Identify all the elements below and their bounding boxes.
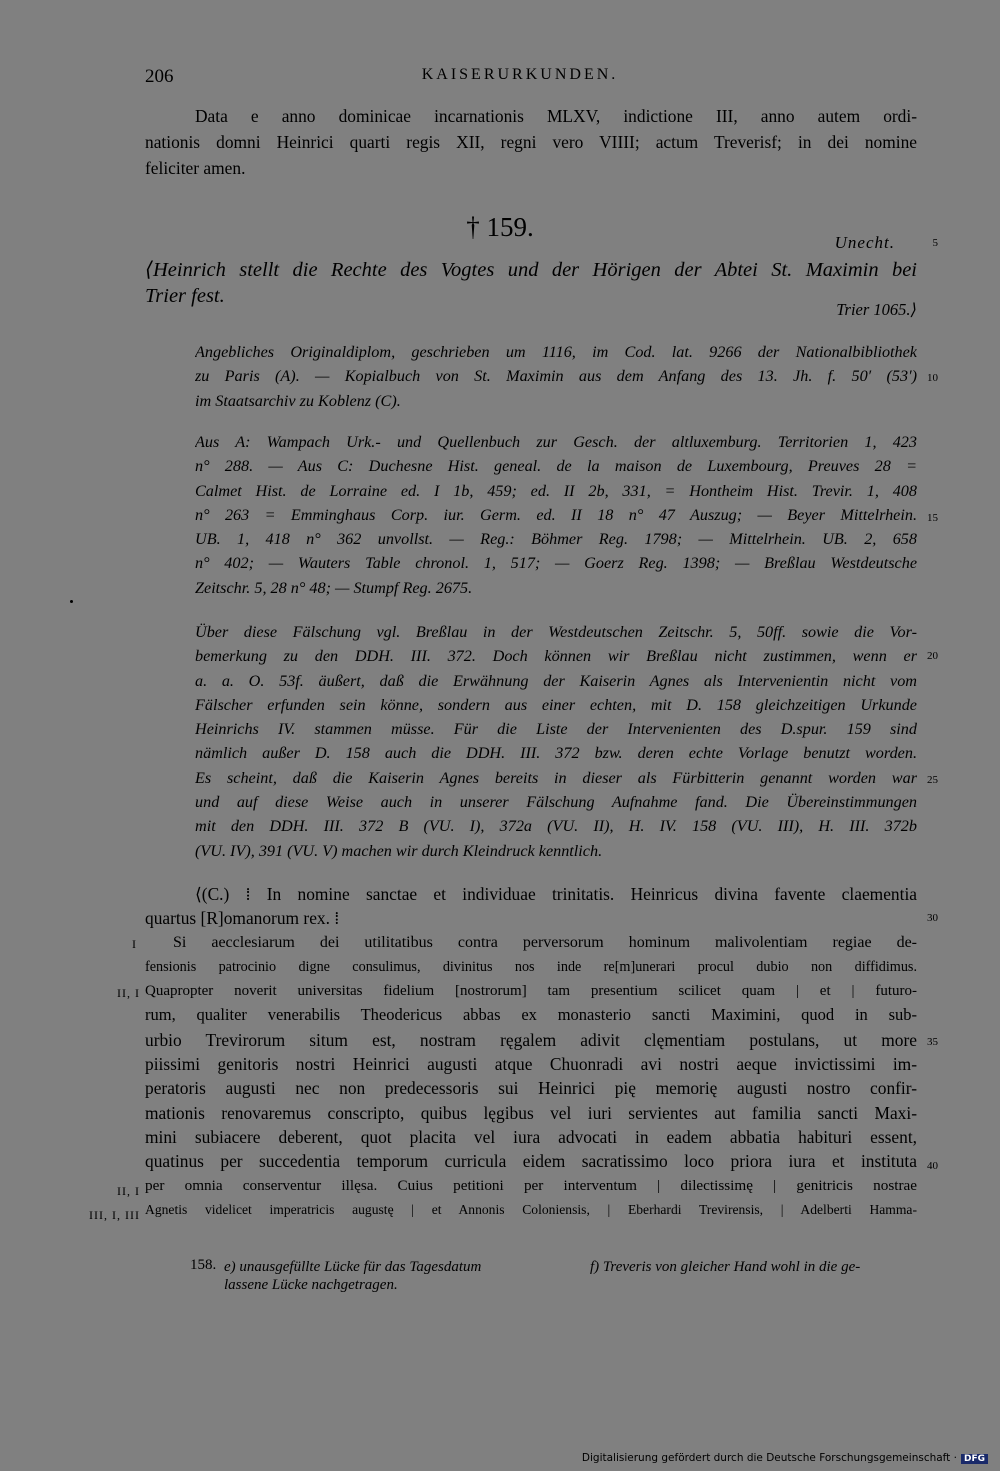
charter-line: mini subiacere deberent, quot placita vel iura advocati in eadem abbatia habituri essent, [145,1126,917,1147]
sources-2-line: n° 263 = Emminghaus Corp. iur. Germ. ed. II 18 n° 47 Auszug; — Beyer Mittelrhein. [195,505,917,524]
sources-3-line: Über diese Fälschung vgl. Breßlau in der Westdeutschen Zeitschr. 5, 50ff. sowie die Vor- [195,623,917,641]
charter-line: per omnia conserventur illęsa. Cuius petitioni per interventum | dilectissimę | genitricis nostrae [145,1176,917,1194]
margin-source-mark: II, I [117,986,140,1000]
line-number-35: 35 [927,1036,938,1048]
sources-3-line: bemerkung zu den DDH. III. 372. Doch können wir Breßlau nicht zustimmen, wenn er [195,647,917,666]
margin-source-mark: III, I, III [89,1208,140,1222]
charter-line: Quapropter noverit universitas fidelium [nostrorum] tam presentium scilicet quam | et | futuro- [145,983,917,1000]
charter-line: Si aecclesiarum dei utilitatibus contra perversorum hominum malivolentiam regiae de- [173,933,917,951]
sources-paragraph-1 [195,340,917,413]
page-number: 206 [145,66,174,87]
charter-line: fensionis patrocinio digne consulimus, divinitus nos inde re[m]unerari procul dubio non diffidimus. [145,958,917,975]
sources-2-line: n° 402; — Wauters Table chronol. 1, 517; — Goerz Reg. 1398; — Breßlau Westdeutsche [195,554,917,573]
running-title: KAISERURKUNDEN. [421,66,619,83]
charter-line: mationis renovaremus conscripto, quibus lęgibus vel iuri servientes aut familia sancti Maxi- [145,1102,917,1123]
sources-2-line: Aus A: Wampach Urk.- und Quellenbuch zur Gesch. der altluxemburg. Territorien 1, 423 [195,433,917,451]
sources-3-line: Fälscher erfunden sein könne, sondern aus einer echten, mit D. 158 gleichzeitigen Urkunde [195,695,917,714]
footnote-e [224,1258,544,1294]
charter-line: Agnetis videlicet imperatricis augustę | et Annonis Coloniensis, | Eberhardi Trevirensis, | Adelberti Hamma- [145,1201,917,1217]
document-number: † 159. [466,212,534,242]
sources-2-line: Calmet Hist. de Lorraine ed. I 1b, 459; ed. II 2b, 331, = Hontheim Hist. Trevir. 1, 408 [195,481,917,500]
sources-1-line: im Staatsarchiv zu Koblenz (C). [195,391,401,410]
charter-line: urbio Trevirorum situm est, nostram ręgalem adivit clęmentiam postulans, ut more [145,1029,917,1050]
sources-2-line: Zeitschr. 5, 28 n° 48; — Stumpf Reg. 2675. [195,578,473,597]
sources-1-line: Angebliches Originaldiplom, geschrieben um 1116, im Cod. lat. 9266 der Nationalbibliothek [195,343,917,361]
sources-3-line: und auf diese Weise auch in unserer Fälschung Aufnahme fand. Die Übereinstimmungen [195,793,917,812]
footnote-ref: 158. [190,1257,217,1273]
line-number-20: 20 [927,650,938,662]
footnote-e-line-2: lassene Lücke nachgetragen. [224,1277,398,1293]
charter-line: ⟨(C.) ⁞ In nomine sanctae et individuae trinitatis. Heinricus divina favente claementia [195,884,917,904]
sources-3-line: (VU. IV), 391 (VU. V) machen wir durch Kleindruck kenntlich. [195,841,603,860]
line-number-25: 25 [927,774,938,786]
charter-line: peratoris augusti nec non predecessoris sui Heinrici pię memorię augusti nostro confir- [145,1078,917,1099]
sources-2-line: n° 288. — Aus C: Duchesne Hist. geneal. de la maison de Luxembourg, Preuves 28 = [195,457,917,476]
sources-paragraph-2 [195,430,917,600]
sources-3-line: Es scheint, daß die Kaiserin Agnes bereits in dieser als Fürbitterin genannt worden war [195,768,917,787]
place-date: Trier 1065.⟩ [836,300,917,319]
digitization-credit [582,1452,988,1464]
line-number-15: 15 [927,512,938,524]
regest-title-line-2: Trier fest. [145,285,225,307]
footnote-e-line-1: e) unausgefüllte Lücke für das Tagesdatum [224,1259,482,1275]
dfg-logo-icon: DFG [961,1454,988,1464]
sources-3-line: Heinrichs IV. stammen müsse. Für die Liste der Intervenienten des D.spur. 159 sind [195,720,917,739]
data-line-2: nationis domni Heinrici quarti regis XII, regni vero VIIII; actum Treverisf; in dei nomine [145,132,917,152]
sources-3-line: nämlich außer D. 158 auch die DDH. III. 372 bzw. deren echte Vorlage benutzt worden. [195,744,917,763]
charter-line: rum, qualiter venerabilis Theodericus abbas ex monasterio sancti Maximini, quod in sub- [145,1005,917,1025]
line-number-10: 10 [927,372,938,384]
charter-line: quatinus per succedentia temporum curricula eidem sacratissimo loco priora iura et instituta [145,1151,917,1172]
digitization-credit-text: Digitalisierung gefördert durch die Deutsche Forschungsgemeinschaft · [581,1452,957,1464]
line-number-40: 40 [927,1160,938,1172]
data-paragraph [145,103,917,181]
margin-source-mark: II, I [117,1184,140,1198]
sources-2-line: UB. 1, 418 n° 362 unvollst. — Reg.: Böhmer Reg. 1798; — Mittelrhein. UB. 2, 658 [195,530,917,549]
sources-3-line: a. a. O. 53f. äußert, daß die Erwähnung der Kaiserin Agnes als Intervenientin nicht vom [195,671,917,690]
regest-title [145,257,917,309]
charter-text [145,882,917,1222]
data-line-3: feliciter amen. [145,158,246,178]
stray-mark [70,600,73,603]
sources-3-line: mit den DDH. III. 372 B (VU. I), 372a (VU. II), H. IV. 158 (VU. III), H. III. 372b [195,817,917,836]
charter-line: piissimi genitoris nostri Heinrici augusti atque Chuonradi avi nostri aeque invictissimi im- [145,1054,917,1075]
regest-title-line-1: ⟨Heinrich stellt die Rechte des Vogtes und der Hörigen der Abtei St. Maximin bei [145,259,917,281]
margin-source-mark: I [132,937,137,951]
line-number-5: 5 [932,237,938,249]
charter-line: quartus [R]omanorum rex. ⁞ [145,908,340,929]
authenticity-status: Unecht. [834,233,895,252]
sources-paragraph-3 [195,620,917,863]
data-line-1: Data e anno dominicae incarnationis MLXV, indictione III, anno autem ordi- [195,106,917,126]
line-number-30: 30 [927,912,938,924]
sources-1-line: zu Paris (A). — Kopialbuch von St. Maximin aus dem Anfang des 13. Jh. f. 50′ (53′) [195,367,917,386]
footnote-f: f) Treveris von gleicher Hand wohl in die ge- [590,1259,861,1275]
